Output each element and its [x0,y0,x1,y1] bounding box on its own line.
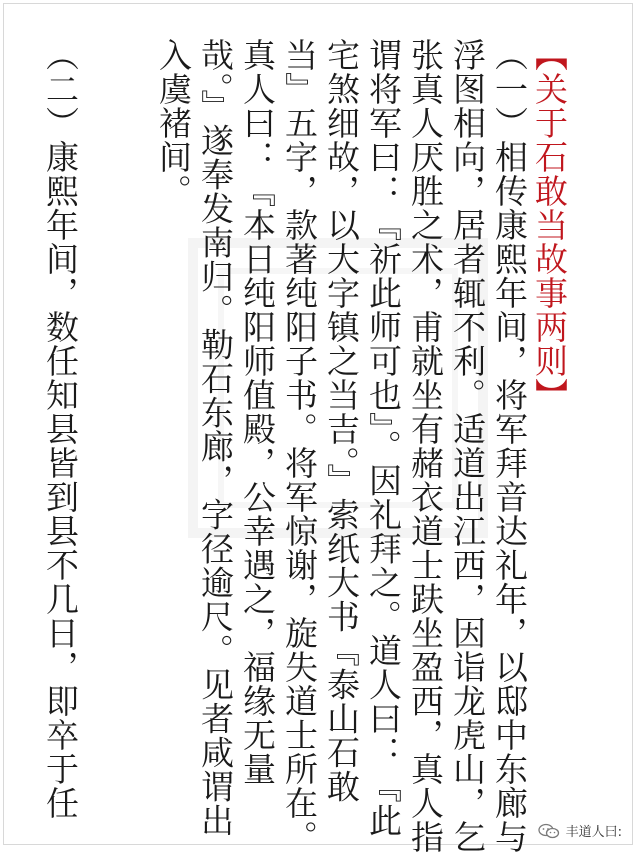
source-footer [538,821,622,840]
text-column-7: 真人曰：『本日纯阳师值殿，公幸遇之，福缘无量 [238,38,277,786]
text-column-6: 当』五字，款著纯阳子书。将军惊谢，旋失道士所在。 [280,38,319,854]
source-label: 丰道人曰: [565,825,622,840]
text-column-1: （一）相传康熙年间，将军拜音达礼年，以邸中东廊与 [490,38,529,854]
text-column-2: 浮图相向，居者辄不利。适道出江西，因诣龙虎山，乞 [448,38,487,854]
text-column-10: （二）康熙年间，数任知县皆到县不几日，即卒于任 [41,38,80,820]
text-column-9: 入虞褚间。 [154,38,193,208]
wechat-icon [538,823,560,839]
text-column-5: 宅煞细故，以大字镇之当吉。』索纸大书『泰山石敢 [322,38,361,804]
article-title: 【关于石敢当故事两则】 [530,38,569,412]
text-column-8: 哉。』遂奉发南归。勒石东廊，字径逾尺。见者咸谓出 [196,38,235,838]
text-column-4: 谓将军曰：『祈此师可也』。因礼拜之。道人曰：『此 [364,38,403,838]
text-column-3: 张真人厌胜之术，甫就坐有赭衣道士趺坐盈西，真人指 [406,38,445,854]
